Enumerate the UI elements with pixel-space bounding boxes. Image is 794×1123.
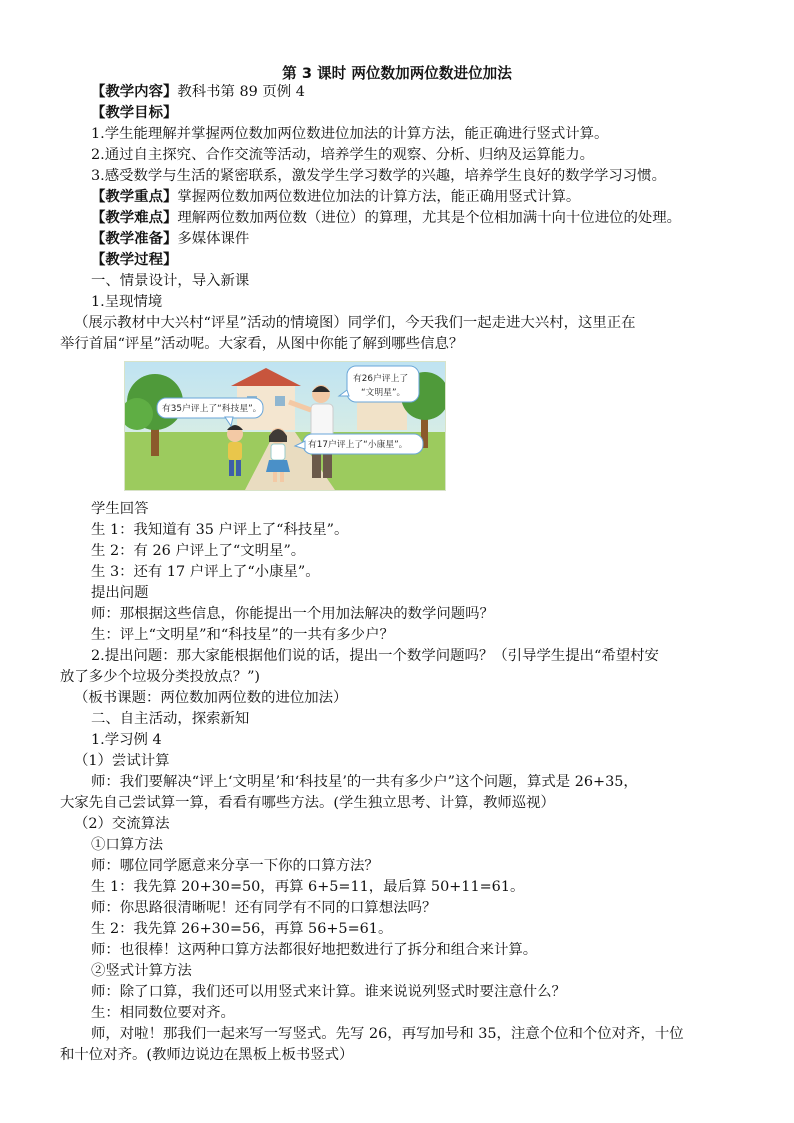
line-student-question: 生：评上“文明星”和“科技星”的一共有多少户？ — [91, 627, 394, 643]
line-student-align: 生：相同数位要对齐。 — [91, 1005, 235, 1021]
line-key-point: 【教学重点】掌握两位数加两位数进位加法的计算方法，能正确用竖式计算。 — [91, 188, 581, 205]
line-section-2: 二、自主活动，探索新知 — [91, 711, 250, 727]
bubble-text-1: 有35户评上了“科技星”。 — [162, 404, 262, 414]
line-teacher-write-a: 师，对啦！那我们一起来写一写竖式。先写 26，再写加号和 35，注意个位和个位对齐，十位 — [91, 1026, 684, 1042]
line-student-method-2: 生 2：我先算 26+30=56，再算 56+5=61。 — [91, 921, 393, 937]
bubble-text-2a: 有26户评上了 — [353, 374, 409, 384]
line-teacher-share: 师：哪位同学愿意来分享一下你的口算方法？ — [91, 858, 379, 874]
bubble-text-2b: “文明星”。 — [361, 388, 406, 398]
line-preparation: 【教学准备】多媒体课件 — [91, 230, 250, 247]
line-teacher-praise: 师：你思路很清晰呢！还有同学有不同的口算想法吗？ — [91, 900, 437, 916]
line-objectives-heading: 【教学目标】 — [91, 104, 178, 121]
line-student-method-1: 生 1：我先算 20+30=50，再算 6+5=11，最后算 50+11=61。 — [91, 879, 525, 895]
village-scene-image — [125, 362, 445, 490]
line-objective-2: 2.通过自主探究、合作交流等活动，培养学生的观察、分析、归纳及运算能力。 — [91, 147, 595, 163]
line-teacher-problem-b: 大家先自己尝试算一算，看看有哪些方法。(学生独立思考、计算，教师巡视） — [60, 795, 555, 811]
line-exchange-methods: （2）交流算法 — [74, 816, 170, 832]
line-student-answer: 学生回答 — [91, 501, 149, 517]
line-student-1: 生 1：我知道有 35 户评上了“科技星”。 — [91, 522, 349, 538]
line-example-4: 1.学习例 4 — [91, 732, 162, 748]
line-question-2b: 放了多少个垃圾分类投放点？”) — [60, 669, 261, 685]
line-section-1: 一、情景设计，导入新课 — [91, 273, 250, 289]
line-board-title: （板书课题：两位数加两位数的进位加法） — [74, 690, 348, 706]
line-teacher-vertical: 师：除了口算，我们还可以用竖式来计算。谁来说说列竖式时要注意什么？ — [91, 984, 566, 1000]
line-objective-3: 3.感受数学与生活的紧密联系，激发学生学习数学的兴趣，培养学生良好的数学学习习惯。 — [91, 168, 666, 184]
line-content: 【教学内容】教科书第 89 页例 4 — [91, 83, 305, 100]
line-paragraph-1a: （展示教材中大兴村“评星”活动的情境图）同学们，今天我们一起走进大兴村，这里正在 — [74, 315, 636, 331]
lesson-title: 第 3 课时 两位数加两位数进位加法 — [282, 65, 512, 82]
line-objective-1: 1.学生能理解并掌握两位数加两位数进位加法的计算方法，能正确进行竖式计算。 — [91, 126, 609, 142]
line-student-2: 生 2：有 26 户评上了“文明星”。 — [91, 543, 306, 559]
line-teacher-write-b: 和十位对齐。(教师边说边在黑板上板书竖式） — [60, 1047, 354, 1063]
line-ask-question: 提出问题 — [91, 585, 149, 601]
line-student-3: 生 3：还有 17 户评上了“小康星”。 — [91, 564, 320, 580]
line-try-calc: （1）尝试计算 — [74, 753, 170, 769]
line-present-situation: 1.呈现情境 — [91, 294, 163, 310]
line-mental-method: ①口算方法 — [91, 837, 163, 853]
line-vertical-method: ②竖式计算方法 — [91, 963, 192, 979]
line-process-heading: 【教学过程】 — [91, 251, 178, 268]
bubble-text-3: 有17户评上了“小康星”。 — [308, 440, 408, 450]
line-question-2a: 2.提出问题：那大家能根据他们说的话，提出一个数学问题吗？（引导学生提出“希望村安 — [91, 648, 659, 664]
line-teacher-1: 师：那根据这些信息，你能提出一个用加法解决的数学问题吗？ — [91, 606, 494, 622]
situation-illustration — [124, 361, 446, 491]
line-teacher-problem-a: 师：我们要解决“评上‘文明星’和‘科技星’的一共有多少户”这个问题，算式是 26+35， — [91, 774, 638, 790]
line-paragraph-1b: 举行首届“评星”活动呢。大家看，从图中你能了解到哪些信息？ — [60, 336, 464, 352]
line-teacher-summary: 师：也很棒！这两种口算方法都很好地把数进行了拆分和组合来计算。 — [91, 942, 538, 958]
line-difficulty: 【教学难点】理解两位数加两位数（进位）的算理，尤其是个位相加满十向十位进位的处理。 — [91, 209, 682, 226]
